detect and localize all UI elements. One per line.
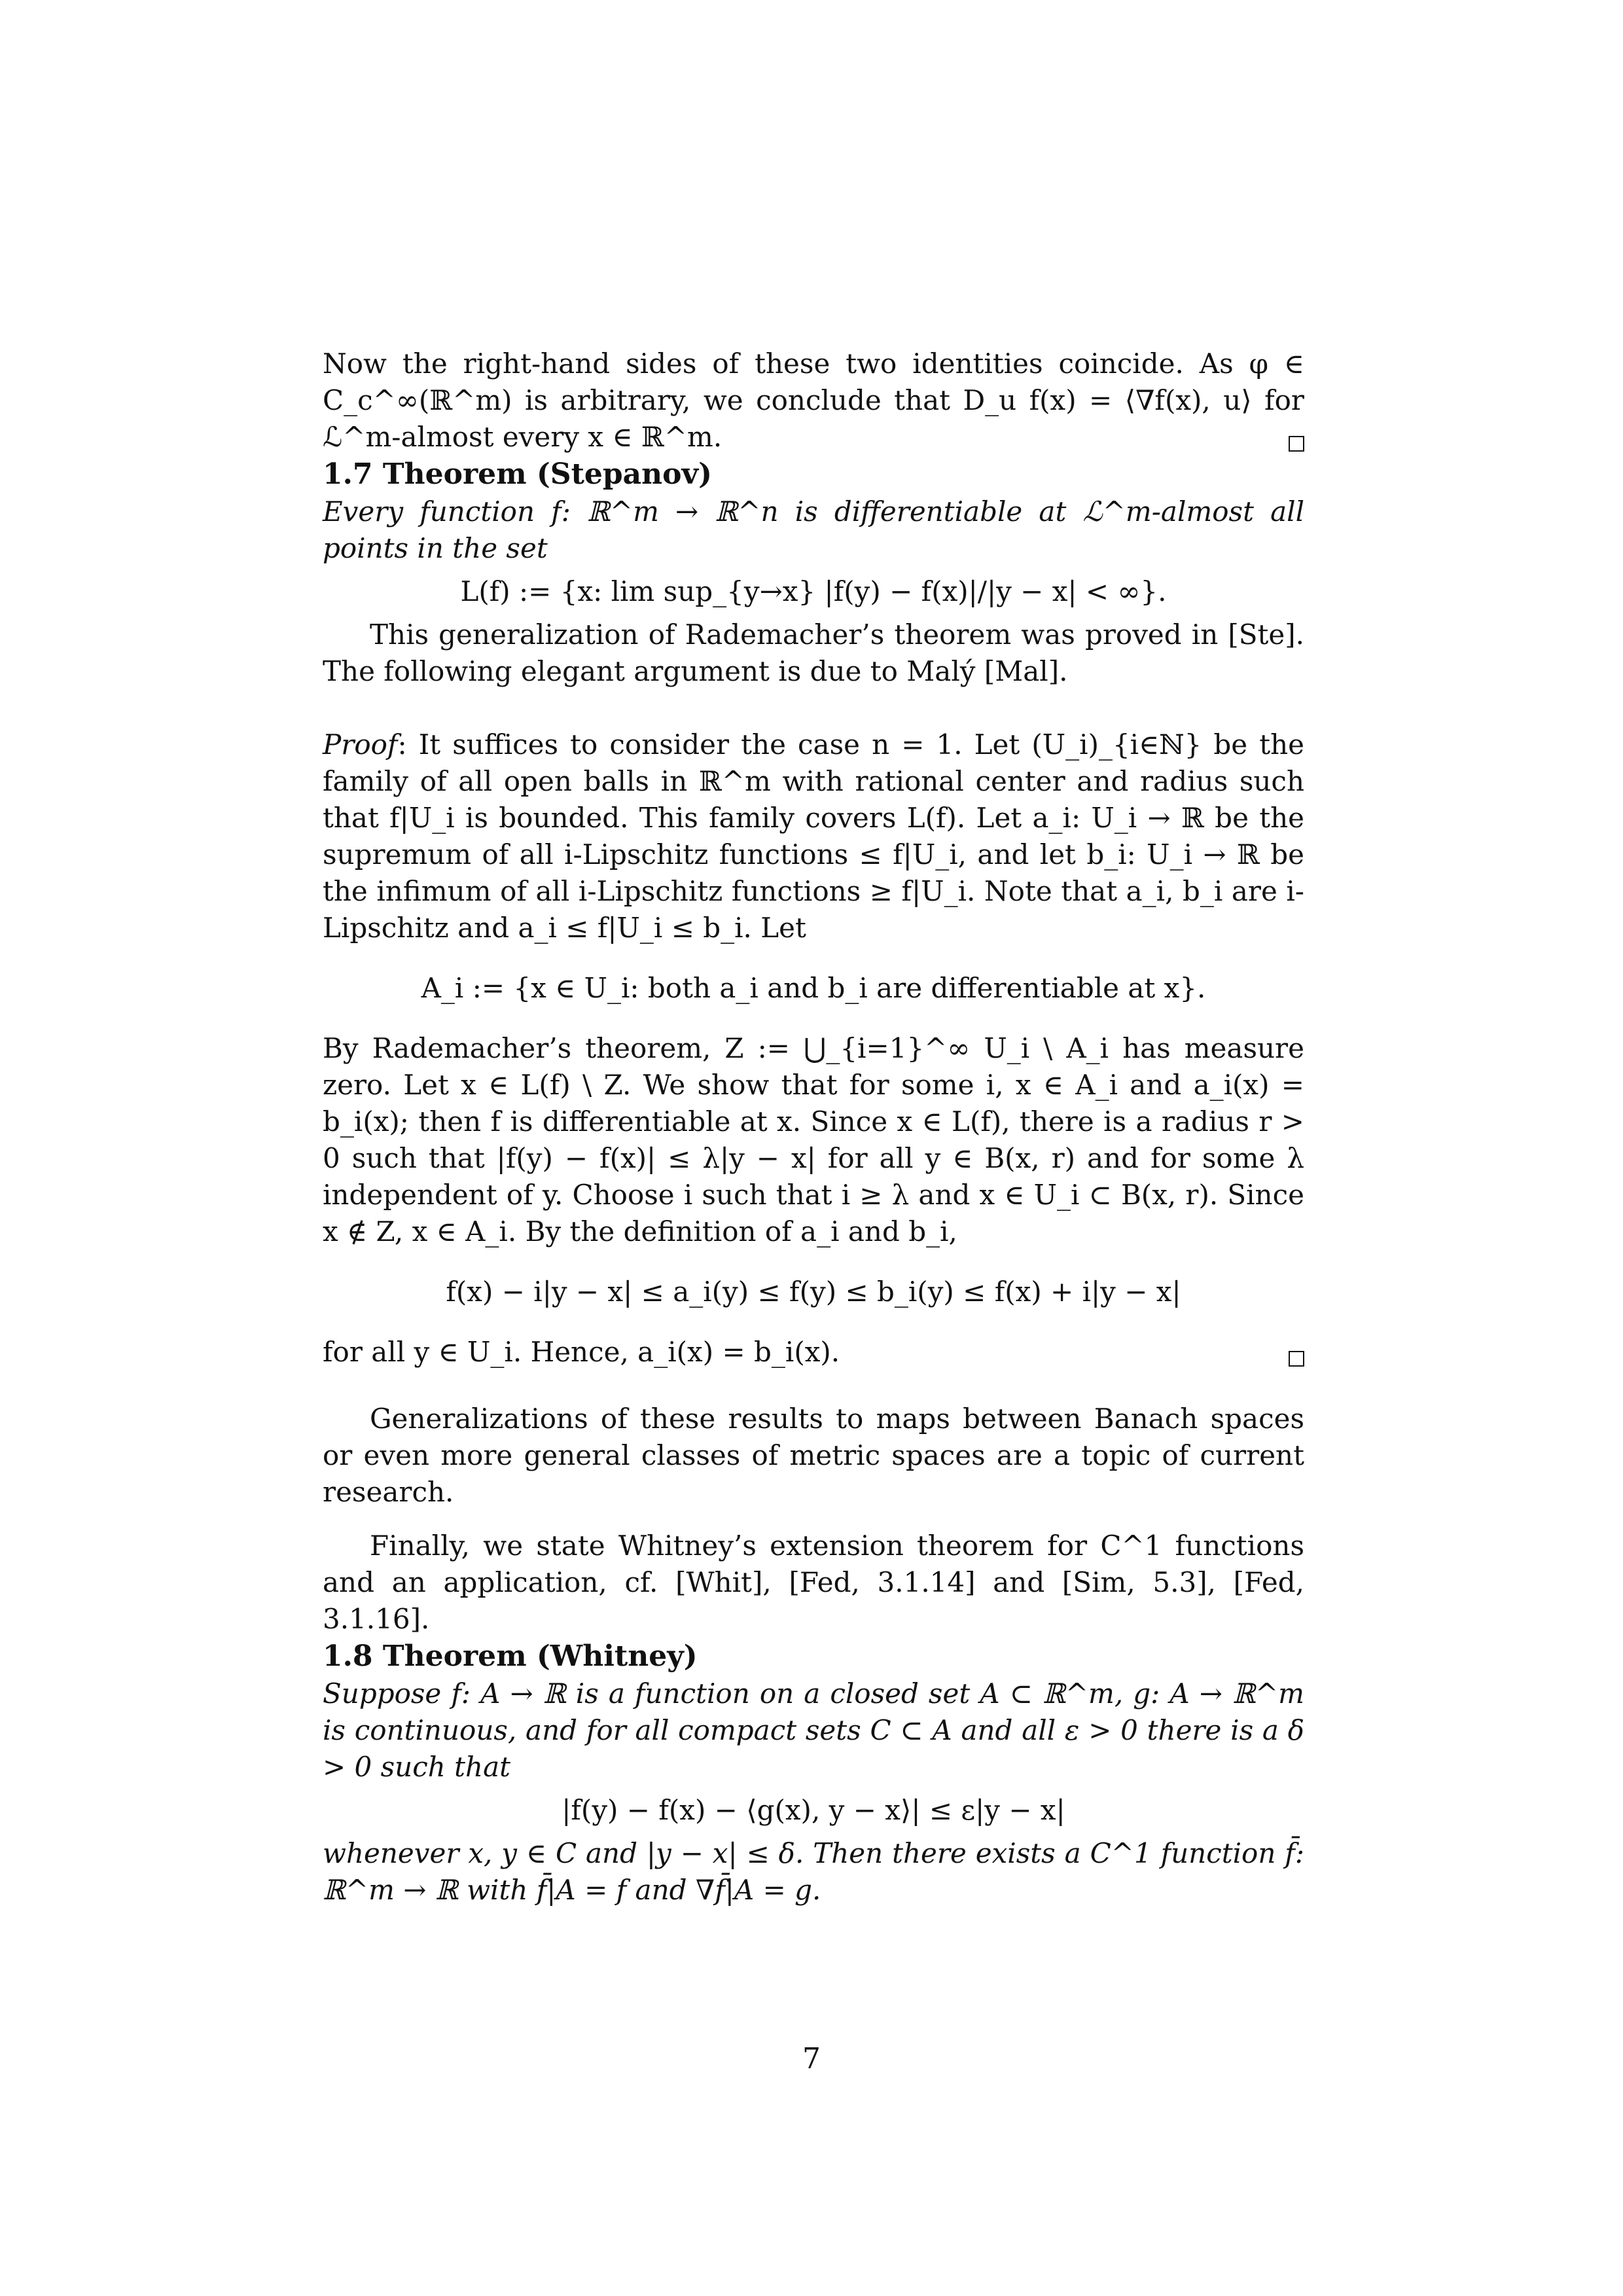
theorem-1-7-heading: 1.7 Theorem (Stepanov) [323,457,712,491]
banach-paragraph: Generalizations of these results to maps between Banach spaces or even more general classes of metric spaces are a topic of current research. [323,1403,1304,1508]
proof-formula-1: A_i := {x ∈ U_i: both a_i and b_i are differentiable at x}. [421,972,1206,1004]
proof-paragraph-1 [323,726,1304,946]
intro-block [323,346,1304,456]
proof-paragraph-3: for all y ∈ U_i. Hence, a_i(x) = b_i(x). [323,1336,840,1368]
page-body [323,346,1304,1909]
theorem-1-8-formula: |f(y) − f(x) − ⟨g(x), y − x⟩| ≤ ε|y − x| [562,1794,1065,1826]
theorem-1-7-statement: Every function f: ℝ^m → ℝ^n is differentiable at ℒ^m-almost all points in the set [323,495,1304,564]
generalization-paragraph: This generalization of Rademacher’s theorem was proved in [Ste]. The following elegant argument is due to Malý [Mal]. [323,619,1304,687]
proof-end-block [323,1334,1304,1371]
proof-paragraph-1-text: : It suffices to consider the case n = 1. Let (U_i)_{i∈ℕ} be the family of all open balls in ℝ^m with rational center and radius such that f|U_i is bounded. This family covers L(f). Let a_i: U_i → ℝ be the supremum of all i-Lipschitz functions ≤ f|U_i, and let b_i: U_i → ℝ be the infimum of all i-Lipschitz functions ≥ f|U_i. Note that a_i, b_i are i-Lipschitz and a_i ≤ f|U_i ≤ b_i. Let [323,728,1304,944]
qed-square-icon [1289,436,1304,452]
proof-label: Proof [323,728,398,761]
page-number: 7 [802,2042,821,2075]
theorem-1-7-formula: L(f) := {x: lim sup_{y→x} |f(y) − f(x)|/|y − x| < ∞}. [460,575,1167,607]
proof-formula-2: f(x) − i|y − x| ≤ a_i(y) ≤ f(y) ≤ b_i(y) ≤ f(x) + i|y − x| [446,1276,1181,1308]
intro-paragraph: Now the right-hand sides of these two identities coincide. As φ ∈ C_c^∞(ℝ^m) is arbitrary, we conclude that D_u f(x) = ⟨∇f(x), u⟩ for ℒ^m-almost every x ∈ ℝ^m. [323,348,1304,453]
theorem-1-8-conclusion: whenever x, y ∈ C and |y − x| ≤ δ. Then there exists a C^1 function f̄: ℝ^m → ℝ with f̄|A = f and ∇f̄|A = g. [323,1837,1304,1906]
whitney-intro-paragraph: Finally, we state Whitney’s extension theorem for C^1 functions and an application, cf. [Whit], [Fed, 3.1.14] and [Sim, 5.3], [Fed, 3.1.16]. [323,1530,1304,1635]
proof-paragraph-2: By Rademacher’s theorem, Z := ⋃_{i=1}^∞ U_i \ A_i has measure zero. Let x ∈ L(f) \ Z. We show that for some i, x ∈ A_i and a_i(x) = b_i(x); then f is differentiable at x. Since x ∈ L(f), there is a radius r > 0 such that |f(y) − f(x)| ≤ λ|y − x| for all y ∈ B(x, r) and for some λ independent of y. Choose i such that i ≥ λ and x ∈ U_i ⊂ B(x, r). Since x ∉ Z, x ∈ A_i. By the definition of a_i and b_i, [323,1032,1304,1247]
qed-square-icon [1289,1351,1304,1367]
theorem-1-8-heading: 1.8 Theorem (Whitney) [323,1640,698,1673]
theorem-1-8-statement: Suppose f: A → ℝ is a function on a closed set A ⊂ ℝ^m, g: A → ℝ^m is continuous, and for all compact sets C ⊂ A and all ε > 0 there is a δ > 0 such that [323,1677,1304,1783]
